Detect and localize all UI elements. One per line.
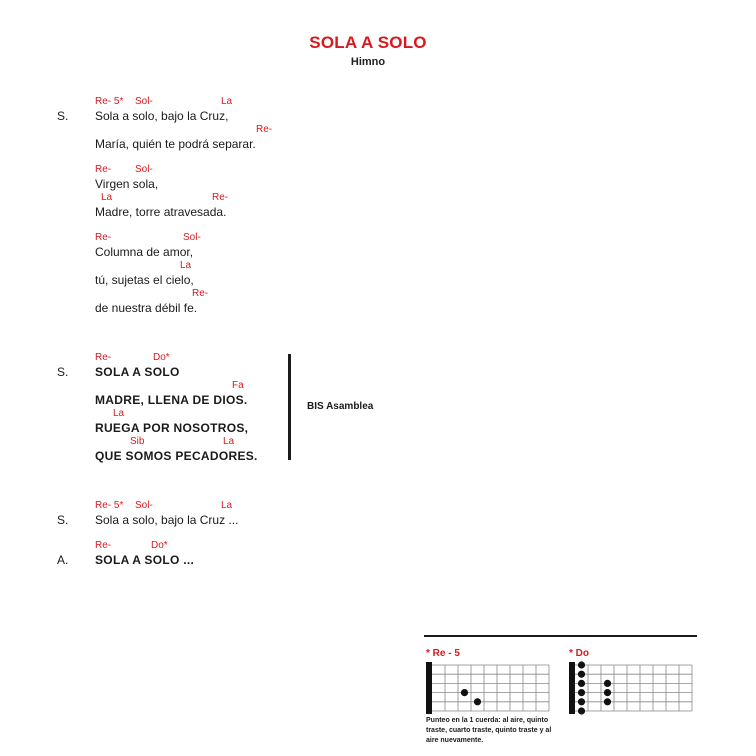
chord: La <box>113 408 125 419</box>
chord: La <box>180 260 192 271</box>
chord: Fa <box>232 380 244 391</box>
chord: Re- <box>95 232 112 243</box>
diagram-divider <box>424 635 697 637</box>
finger-dot <box>578 671 585 678</box>
lyric-line: MADRE, LLENA DE DIOS. <box>95 393 248 407</box>
finger-dot <box>578 707 585 714</box>
lyric-line: SOLA A SOLO <box>95 365 180 379</box>
chord: La <box>221 96 233 107</box>
chord-diagram-name: * Re - 5 <box>426 648 460 659</box>
finger-dot <box>604 698 611 705</box>
chord: Re- <box>192 288 209 299</box>
lyric-line: QUE SOMOS PECADORES. <box>95 449 258 463</box>
song-title: SOLA A SOLO <box>309 33 427 52</box>
finger-dot <box>604 689 611 696</box>
chord: La <box>221 500 233 511</box>
voice-label: S. <box>57 513 69 527</box>
lyric-line: Columna de amor, <box>95 245 194 259</box>
lyric-line: Sola a solo, bajo la Cruz, <box>95 109 229 123</box>
chord: Re- <box>212 192 229 203</box>
finger-dot <box>578 689 585 696</box>
lyric-line: María, quién te podrá separar. <box>95 137 256 151</box>
finger-dot <box>578 698 585 705</box>
lyric-line: tú, sujetas el cielo, <box>95 273 194 287</box>
finger-dot <box>474 698 481 705</box>
lyric-line: SOLA A SOLO ... <box>95 553 195 567</box>
lyric-line: de nuestra débil fe. <box>95 301 198 315</box>
chord: Re- <box>95 540 112 551</box>
chord: Sol- <box>135 164 153 175</box>
chord: Re- <box>95 164 112 175</box>
chord: Re- 5* <box>95 96 124 107</box>
finger-dot <box>604 680 611 687</box>
lyric-line: Madre, torre atravesada. <box>95 205 227 219</box>
footnote: Punteo en la 1 cuerda: al aire, quinto traste, cuarto traste, quinto traste y al aire nuevamente. <box>426 717 552 744</box>
chord: Sib <box>130 436 145 447</box>
chord: Do* <box>153 352 170 363</box>
finger-dot <box>578 680 585 687</box>
chord: La <box>101 192 113 203</box>
chord: Sol- <box>135 500 153 511</box>
nut <box>426 662 432 714</box>
voice-label: S. <box>57 109 69 123</box>
chord: Re- <box>256 124 273 135</box>
chord-diagram-name: * Do <box>569 648 589 659</box>
chord: Sol- <box>183 232 201 243</box>
finger-dot <box>578 661 585 668</box>
voice-label: A. <box>57 553 69 567</box>
song-subtitle: Himno <box>350 56 386 68</box>
lyric-line: Virgen sola, <box>95 177 159 191</box>
voice-label: S. <box>57 365 69 379</box>
chord: Do* <box>151 540 168 551</box>
chord: Re- 5* <box>95 500 124 511</box>
lyric-line: RUEGA POR NOSOTROS, <box>95 421 249 435</box>
chord: Sol- <box>135 96 153 107</box>
finger-dot <box>461 689 468 696</box>
chord: Re- <box>95 352 112 363</box>
chord-diagram-re-5 <box>426 662 550 714</box>
nut <box>569 662 575 714</box>
bis-label: BIS Asamblea <box>307 401 374 412</box>
lyric-line: Sola a solo, bajo la Cruz ... <box>95 513 239 527</box>
bis-bracket <box>288 354 291 460</box>
chord-diagram-do <box>569 662 693 714</box>
chord: La <box>223 436 235 447</box>
